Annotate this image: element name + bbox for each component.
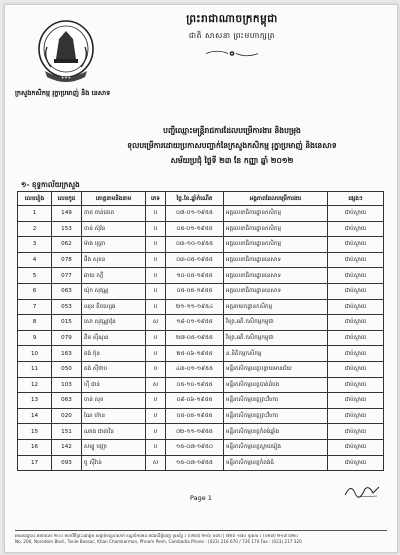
table-cell: ប [146, 424, 166, 440]
table-cell: ជាប់ស្ថាពរ [328, 283, 384, 299]
table-cell: ប [146, 361, 166, 377]
column-header: លេខកូដ [52, 192, 82, 206]
table-cell: ជាប់ស្ថាពរ [328, 439, 384, 455]
table-cell: ប [146, 299, 166, 315]
footer-address-english: No. 200, Norodom Blvd., Tonle Bassac, Khan Chamkarmon, Phnom Penh, Cambodia Phone : (023) 216 670 / 726 170 Fax : (023) 217 320 [15, 539, 302, 544]
table-cell: 050 [52, 361, 82, 377]
table-cell: ប [146, 268, 166, 284]
table-cell: 078 [52, 252, 82, 268]
table-cell: អគ្គលេខាធិការដ្ឋានកសិកម្ម [224, 237, 328, 253]
table-cell: ប [146, 252, 166, 268]
table-cell: ០៥-១០-១៩៥៥ [166, 377, 224, 393]
column-header: ភេទ [146, 192, 166, 206]
table-cell: 020 [52, 408, 82, 424]
table-row [18, 283, 384, 299]
table-cell: 103 [52, 377, 82, 393]
table-cell: ជាប់ស្ថាពរ [328, 408, 384, 424]
table-cell: 149 [52, 206, 82, 222]
table-cell: 14 [18, 408, 52, 424]
table-cell: ១៥-០៧-១៩៥៥ [166, 455, 224, 471]
table-cell: សម្បូ បញ្ញា [82, 439, 146, 455]
table-cell: 063 [52, 283, 82, 299]
svg-text:✦✦✦: ✦✦✦ [60, 75, 72, 80]
table-cell: ន.និតិកម្មកសិកម្ម [224, 346, 328, 362]
document-page [4, 4, 398, 553]
table-cell: ជាប់ស្ថាពរ [328, 346, 384, 362]
table-cell: ជាប់ស្ថាពរ [328, 268, 384, 284]
table-cell: ភាគ ចាន់ធោត [82, 206, 146, 222]
table-cell: ជាប់ស្ថាពរ [328, 377, 384, 393]
table-row [18, 346, 384, 362]
table-cell: ណៃ ហ៊ាន [82, 408, 146, 424]
table-cell: វិទ្យា.អភិ.កសិកម្មកម្ពុជា [224, 315, 328, 331]
section-heading: ១- ខុទ្ទកាល័យក្រសួង [21, 180, 80, 189]
table-cell: ២៥-០៦-១៩៥៥ [166, 346, 224, 362]
table-cell: អគ្គលេខាធិការដ្ឋានកសិកម្ម [224, 206, 328, 222]
table-row [18, 455, 384, 471]
table-row [18, 221, 384, 237]
table-cell: ជាប់ស្ថាពរ [328, 361, 384, 377]
title-line-2: ទុលបម្រើការដោយប្រកាសបញ្ជាក់នៃក្រសួងកសិកម្ម រុក្ខាប្រមាញ់ និងនេសាទ [127, 141, 337, 150]
kingdom-heading: ព្រះរាជាណាចក្រកម្ពុជា [186, 13, 278, 25]
table-cell: 3 [18, 237, 52, 253]
table-cell: ឈុន តិចហ្សេង [82, 299, 146, 315]
table-cell: ៤៣-០១-១៩៥៥ [166, 361, 224, 377]
table-cell: ប [146, 330, 166, 346]
table-cell: ២១-១១-១៩៥៤ [166, 299, 224, 315]
table-cell: 16 [18, 439, 52, 455]
table-row [18, 299, 384, 315]
table-row [18, 439, 384, 455]
page-number: Page 1 [190, 494, 212, 502]
table-row [18, 408, 384, 424]
table-cell: ប [146, 346, 166, 362]
table-cell: ប [146, 237, 166, 253]
table-cell: 053 [52, 299, 82, 315]
table-cell: ០៣-០៥-១៩៥៥ [166, 252, 224, 268]
table-cell: ប [146, 283, 166, 299]
table-cell: ២៧-០៥-១៩៥៥ [166, 330, 224, 346]
table-cell: 12 [18, 377, 52, 393]
table-cell: 1 [18, 206, 52, 222]
table-cell: 015 [52, 315, 82, 331]
letterhead [147, 13, 317, 62]
table-row [18, 315, 384, 331]
title-line-1: បញ្ជីឈ្មោះមន្ត្រីរាជការដែលបម្រើការងារ និងបម្រុង [163, 126, 301, 135]
table-cell: ស [146, 315, 166, 331]
table-cell: ស [146, 377, 166, 393]
table-cell: 10 [18, 346, 52, 362]
table-cell: ១៨-០១-១៩៥៥ [166, 315, 224, 331]
table-cell: 15 [18, 424, 52, 440]
table-cell: ស [146, 455, 166, 471]
table-cell: ជាប់ស្ថាពរ [328, 237, 384, 253]
footer-address-khmer: អាសយដ្ឋាន៖ អគារលេខ ២០០ មហាវិថីព្រះនរោត្តម សង្កាត់ទន្លេបាសាក់ ខណ្ឌចំការមន រាជធានីភ្នំពេញ ទូរស័ព្ទ ៖ (០២៣) ២១៦ ៦៧០ | ៧២៦ ១៧០ ទូរសារ ៖ (០២៣) ២១៧ ៣២០ [15, 533, 298, 538]
table-cell: ជាប់ស្ថាពរ [328, 424, 384, 440]
table-cell: ជាប់ស្ថាពរ [328, 221, 384, 237]
table-row [18, 393, 384, 409]
table-cell: ១០-០៥-១៩៥៥ [166, 268, 224, 284]
table-cell: ១៥-០៧-១៩៥០ [166, 439, 224, 455]
table-cell: 2 [18, 221, 52, 237]
table-cell: 093 [52, 455, 82, 471]
table-cell: 5 [18, 268, 52, 284]
table-cell: ជាប់ស្ថាពរ [328, 455, 384, 471]
table-cell: 063 [52, 393, 82, 409]
table-cell: វិទ្យា.អភិ.កសិកម្មកម្ពុជា [224, 330, 328, 346]
table-cell: ០៥-០៥-១៩៥៥ [166, 283, 224, 299]
table-row [18, 361, 384, 377]
table-row [18, 252, 384, 268]
table-cell: ប [146, 408, 166, 424]
table-cell: 11 [18, 361, 52, 377]
table-cell: 13 [18, 393, 52, 409]
table-cell: អគ្គលេខាធិការដ្ឋានកសិកម្ម [224, 221, 328, 237]
table-cell: ០៥-០៥-១៩៥៥ [166, 408, 224, 424]
table-cell: មន្ទីរកសិកម្មខេត្តព្រះវិហារ [224, 408, 328, 424]
table-body [18, 206, 384, 471]
table-cell: 9 [18, 330, 52, 346]
table-cell: អគ្គលេខាធិការដ្ឋាននេសាទ [224, 283, 328, 299]
table-cell: 4 [18, 252, 52, 268]
title-line-3: សម័យប្រជុំ ថ្ងៃទី ២៣ ខែ កញ្ញា ឆ្នាំ ២០១២ [170, 156, 294, 165]
table-cell: អគ្គលេខាធិការដ្ឋាននេសាទ [224, 268, 328, 284]
table-cell: 077 [52, 268, 82, 284]
table-row [18, 237, 384, 253]
table-cell: ហ៊ី ជាន់ [82, 377, 146, 393]
table-cell: ប [146, 393, 166, 409]
table-cell: ជាប់ស្ថាពរ [328, 315, 384, 331]
table-cell: 163 [52, 346, 82, 362]
table-cell: ០៥-០១-១៩៥៥ [166, 221, 224, 237]
table-cell: ប [146, 206, 166, 222]
column-header: គោត្តនាមនិងនាម [82, 192, 146, 206]
table-cell: ជាប់ស្ថាពរ [328, 206, 384, 222]
table-cell: មន្ទីរកសិកម្មខេត្តស្វាយរៀង [224, 439, 328, 455]
table-cell: 6 [18, 283, 52, 299]
table-row [18, 206, 384, 222]
table-cell: ០៩-០៦-១៩៥៥ [166, 393, 224, 409]
table-cell: ជាប់ស្ថាពរ [328, 299, 384, 315]
column-header: ផ្សេងៗ [328, 192, 384, 206]
ministry-emblem-icon [35, 17, 97, 91]
table-cell: ប [146, 221, 166, 237]
table-row [18, 268, 384, 284]
ornament-divider [147, 43, 317, 62]
table-cell: ឆាយ ភក្តី [82, 268, 146, 284]
table-cell: ផឹង សុខន [82, 252, 146, 268]
table-cell: មន្ទីរកសិកម្មខេត្តកំពង់ឆ្នាំង [224, 424, 328, 440]
table-cell: ចាន់ សុខ [82, 393, 146, 409]
table-row [18, 330, 384, 346]
table-cell: អគ្គលេខាធិការដ្ឋាននេសាទ [224, 252, 328, 268]
table-cell: ជាប់ស្ថាពរ [328, 252, 384, 268]
table-cell: គីម ស៊ីណុន [82, 330, 146, 346]
table-cell: ០៣-១០-១៩៥៥ [166, 237, 224, 253]
table-cell: 142 [52, 439, 82, 455]
table-cell: មន្ទីរកសិកម្មខេត្តព្រះវិហារ [224, 393, 328, 409]
column-header: លេខរៀង [18, 192, 52, 206]
column-header: ថ្ងៃ.ខែ.ឆ្នាំកំណើត [166, 192, 224, 206]
table-cell: មន្ទីរកសិកម្មខេត្តបាត់ដំបង [224, 377, 328, 393]
national-motto: ជាតិ សាសនា ព្រះមហាក្សត្រ [188, 31, 276, 40]
footer [15, 530, 387, 545]
table-cell: ម៉ាង បុត្រា [82, 237, 146, 253]
table-cell: មន្ទីរកសិកម្មខេត្តកំពង់ធំ [224, 455, 328, 471]
table-cell: ប [146, 439, 166, 455]
table-cell: 17 [18, 455, 52, 471]
table-cell: យ៉ុក សុវណ្ណ [82, 283, 146, 299]
staff-table [17, 191, 384, 471]
table-row [18, 377, 384, 393]
table-cell: 153 [52, 221, 82, 237]
table-cell: គង់ ប៊ុន [82, 346, 146, 362]
table-cell: ០៧-០១-១៩៥៥ [166, 206, 224, 222]
table-cell: ចូ ស៊ីវ៉ាន់ [82, 455, 146, 471]
table-cell: 151 [52, 424, 82, 440]
ministry-name: ក្រសួងកសិកម្ម រុក្ខាប្រមាញ់ និង នេសាទ [15, 89, 111, 97]
table-cell: 7 [18, 299, 52, 315]
table-cell: សោ សុវណ្ណាវ៉ុន [82, 315, 146, 331]
table-cell: មន្ទីរកសិកម្មខេត្តបន្ទាយមានជ័យ [224, 361, 328, 377]
table-row [18, 424, 384, 440]
table-cell: ជាប់ស្ថាពរ [328, 330, 384, 346]
table-cell: 062 [52, 237, 82, 253]
table-cell: ០២-១១-១៩៥៥ [166, 424, 224, 440]
document-title-block [77, 123, 387, 168]
table-cell: ជាប់ស្ថាពរ [328, 393, 384, 409]
table-header-row [18, 192, 384, 206]
table-cell: 8 [18, 315, 52, 331]
table-cell: 079 [52, 330, 82, 346]
table-cell: អគ្គនាយកដ្ឋានកសិកម្ម [224, 299, 328, 315]
table-cell: ចាន់ ស៊ុវ៉ន [82, 221, 146, 237]
table-cell: គង់ ស៊ីថាប [82, 361, 146, 377]
column-header: អង្គភាពដែលបម្រើការងារ [224, 192, 328, 206]
table-cell: ណាង ជាតាវិន [82, 424, 146, 440]
